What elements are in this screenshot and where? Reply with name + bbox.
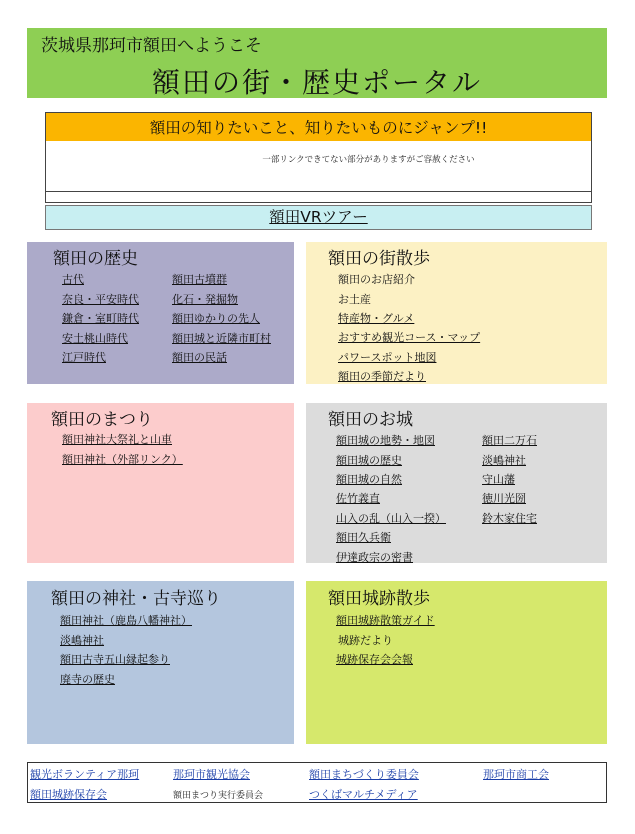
- castle-panel: [306, 403, 607, 563]
- footer-link-machizukuri[interactable]: 額田まちづくり委員会: [309, 768, 419, 781]
- footer-festival-committee: 額田まつり実行委員会: [173, 791, 264, 801]
- festival-title: 額田のまつり: [51, 410, 153, 430]
- shrine-link-abandoned-temples[interactable]: 廃寺の歴史: [60, 673, 115, 686]
- footer-link-volunteer[interactable]: 観光ボランティア那珂: [30, 768, 140, 781]
- history-link-ancient[interactable]: 古代: [62, 273, 84, 286]
- history-link-fossils[interactable]: 化石・発掘物: [172, 293, 238, 306]
- castle-link-nature[interactable]: 額田城の自然: [336, 473, 402, 486]
- vr-tour-bar: [45, 205, 592, 230]
- history-link-folktales[interactable]: 額田の民話: [172, 351, 227, 364]
- site-title: 額田の街・歴史ポータル: [151, 66, 482, 99]
- ruins-panel: [306, 581, 607, 744]
- jump-note: 一部リンクできてない部分がありますがご容赦ください: [262, 155, 475, 165]
- footer-link-tsukuba-multimedia[interactable]: つくばマルチメディア: [309, 788, 418, 801]
- castle-link-kyubei[interactable]: 額田久兵衛: [336, 531, 391, 544]
- castle-link-nimangoku[interactable]: 額田二万石: [482, 434, 537, 447]
- ruins-link-guide[interactable]: 額田城跡散策ガイド: [336, 614, 435, 627]
- festival-panel: [27, 403, 294, 563]
- castle-link-mitsukuni[interactable]: 徳川光圀: [482, 492, 526, 505]
- castle-title: 額田のお城: [328, 410, 413, 430]
- castle-link-satake[interactable]: 佐竹義直: [336, 492, 380, 505]
- town-walk-panel: [306, 242, 607, 384]
- ruins-link-bulletin[interactable]: 城跡保存会会報: [336, 653, 413, 666]
- history-title: 額田の歴史: [53, 249, 138, 269]
- history-link-kamakura-muromachi[interactable]: 鎌倉・室町時代: [62, 312, 139, 325]
- walk-title: 額田の街散歩: [328, 249, 430, 269]
- shrine-link-nukada[interactable]: 額田神社（鹿島八幡神社）: [60, 614, 192, 627]
- jump-box: [45, 112, 592, 203]
- shrine-link-awashima[interactable]: 淡嶋神社: [60, 634, 104, 647]
- festival-link-shrine-external[interactable]: 額田神社（外部リンク）: [62, 453, 183, 466]
- divider: [46, 191, 591, 192]
- history-panel: [27, 242, 294, 384]
- shrine-panel: [27, 581, 294, 744]
- footer-link-commerce[interactable]: 那珂市商工会: [483, 768, 549, 781]
- walk-link-seasonal[interactable]: 額田の季節だより: [338, 370, 426, 383]
- jump-heading: 額田の知りたいこと、知りたいものにジャンプ!!: [46, 113, 591, 141]
- footer-link-tourism-assoc[interactable]: 那珂市観光協会: [173, 768, 250, 781]
- walk-link-power-spot[interactable]: パワースポット地図: [338, 351, 437, 364]
- castle-link-moriyama[interactable]: 守山藩: [482, 473, 515, 486]
- shrine-title: 額田の神社・古寺巡り: [51, 589, 221, 609]
- castle-link-history[interactable]: 額田城の歴史: [336, 454, 402, 467]
- history-link-castle-neighbors[interactable]: 額田城と近隣市町村: [172, 332, 271, 345]
- castle-link-yamairi[interactable]: 山入の乱（山入一揆）: [336, 512, 446, 525]
- festival-link-grand-festival[interactable]: 額田神社大祭礼と山車: [62, 433, 172, 446]
- site-header: [27, 28, 607, 98]
- walk-item-shops: 額田のお店紹介: [338, 273, 415, 286]
- history-link-nara-heian[interactable]: 奈良・平安時代: [62, 293, 139, 306]
- welcome-text: 茨城県那珂市額田へようこそ: [41, 36, 262, 56]
- vr-tour-link[interactable]: 額田VRツアー: [269, 208, 368, 226]
- castle-link-suzuki-house[interactable]: 鈴木家住宅: [482, 512, 537, 525]
- ruins-item-news: 城跡だより: [338, 634, 393, 647]
- history-link-kofun[interactable]: 額田古墳群: [172, 273, 227, 286]
- castle-link-awashima[interactable]: 淡嶋神社: [482, 454, 526, 467]
- footer-link-preservation[interactable]: 額田城跡保存会: [30, 788, 107, 801]
- walk-item-souvenirs: お土産: [338, 293, 371, 306]
- ruins-title: 額田城跡散歩: [328, 589, 430, 609]
- shrine-link-five-temples[interactable]: 額田古寺五山縁起参り: [60, 653, 170, 666]
- castle-link-terrain-map[interactable]: 額田城の地勢・地図: [336, 434, 435, 447]
- footer-links: [27, 762, 607, 803]
- walk-link-course-map[interactable]: おすすめ観光コース・マップ: [338, 331, 481, 344]
- history-link-azuchi-momoyama[interactable]: 安土桃山時代: [62, 332, 128, 345]
- history-link-ancestors[interactable]: 額田ゆかりの先人: [172, 312, 260, 325]
- history-link-edo[interactable]: 江戸時代: [62, 351, 106, 364]
- walk-link-gourmet[interactable]: 特産物・グルメ: [338, 312, 415, 325]
- castle-link-date-letter[interactable]: 伊達政宗の密書: [336, 551, 413, 564]
